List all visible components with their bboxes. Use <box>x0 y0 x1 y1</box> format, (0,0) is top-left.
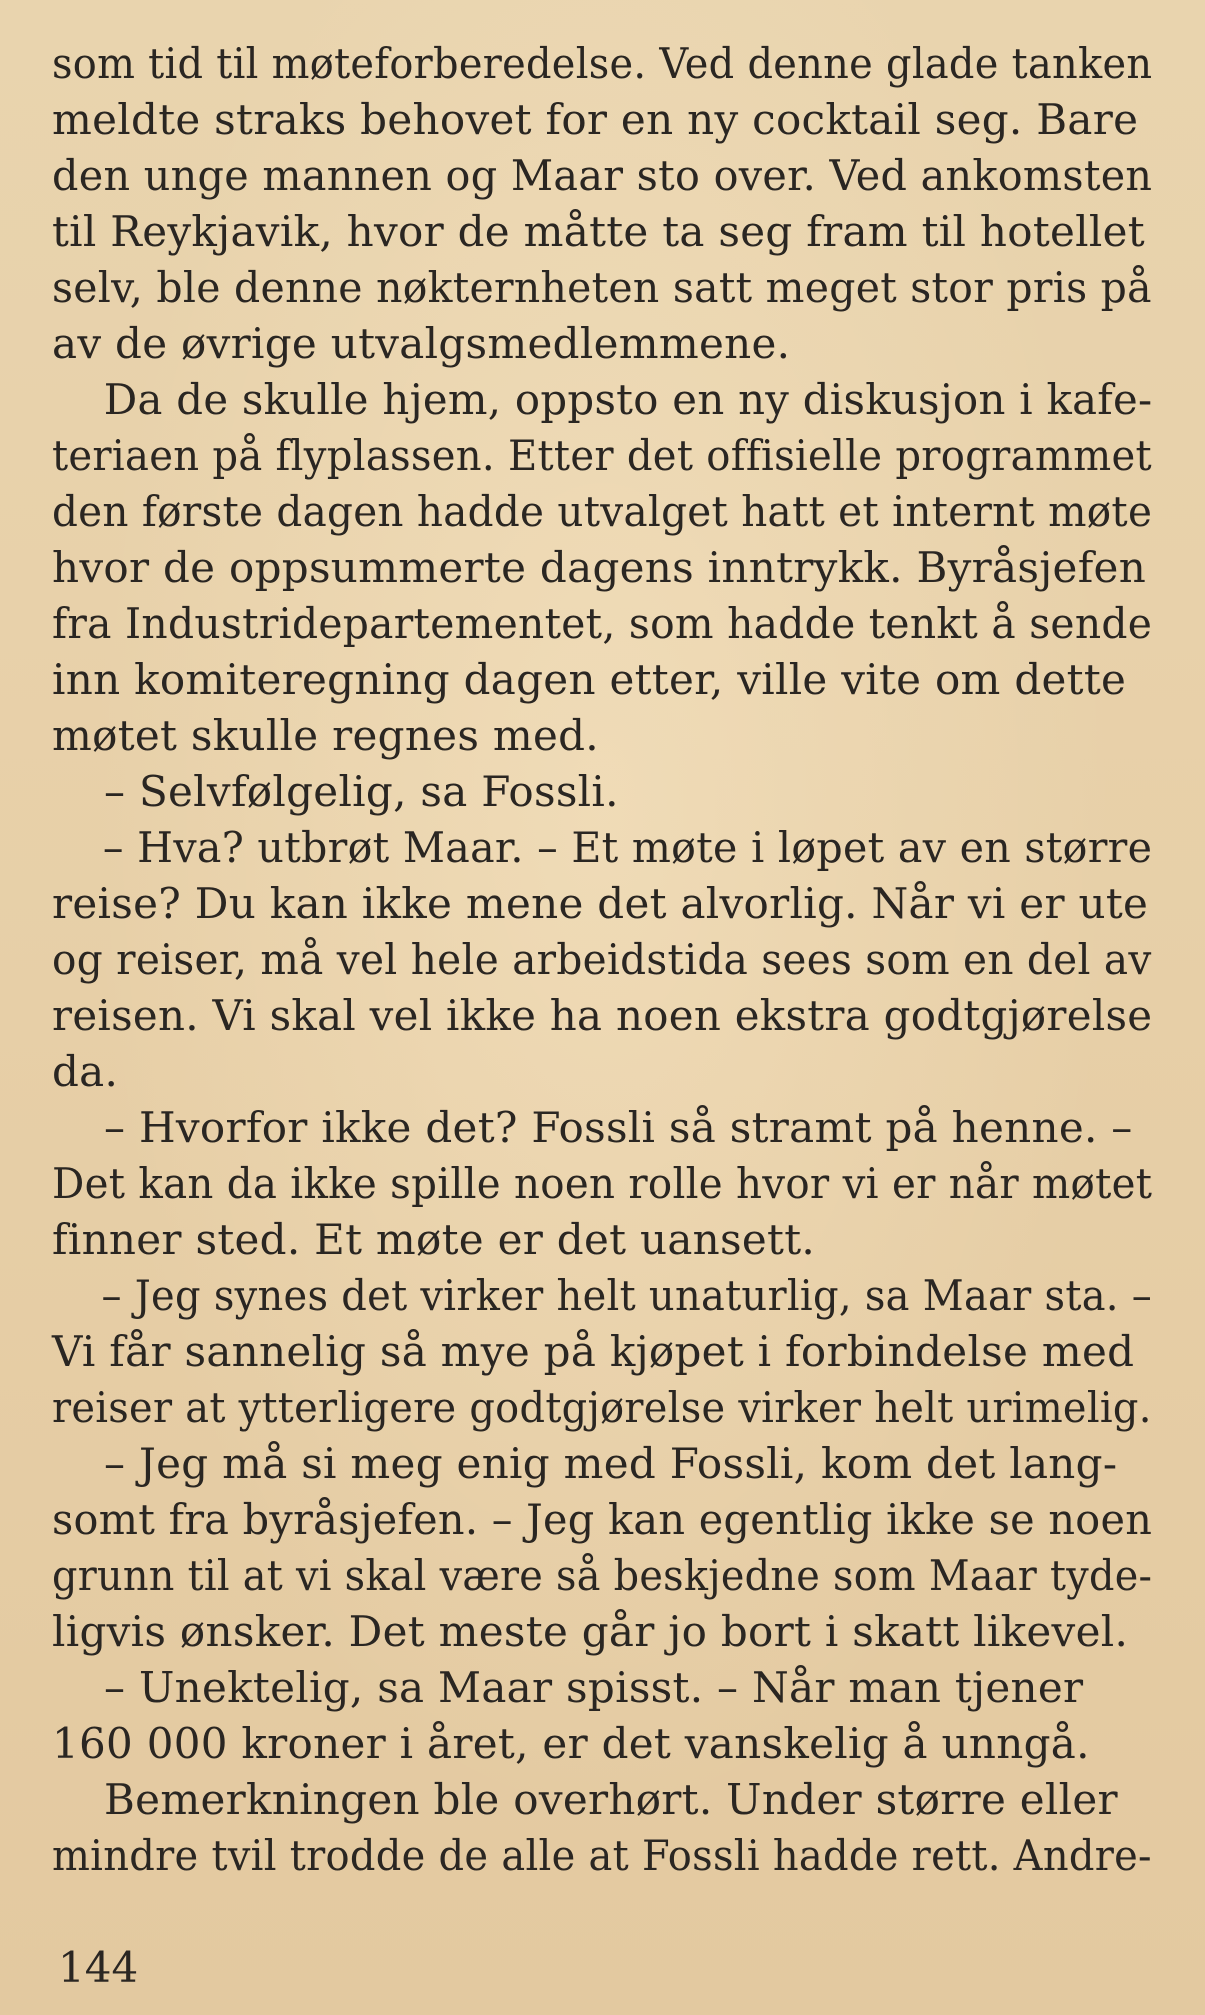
page-number: 144 <box>58 1943 139 1992</box>
text-line: – Jeg må si meg enig med Fossli, kom det lang- <box>104 1439 1118 1488</box>
text-line: – Unektelig, sa Maar spisst. – Når man tjener <box>104 1663 1084 1712</box>
text-line: teriaen på flyplassen. Etter det offisielle programmet <box>52 431 1152 480</box>
text-line: Vi får sannelig så mye på kjøpet i forbindelse med <box>52 1327 1135 1376</box>
text-line: den første dagen hadde utvalget hatt et internt møte <box>52 487 1153 536</box>
text-line: – Hvorfor ikke det? Fossli så stramt på henne. – <box>104 1103 1133 1152</box>
text-line: møtet skulle regnes med. <box>52 711 599 760</box>
text-line: reiser at ytterligere godtgjørelse virker helt urimelig. <box>52 1383 1152 1432</box>
text-line: selv, ble denne nøkternheten satt meget stor pris på <box>52 263 1152 312</box>
text-line: til Reykjavik, hvor de måtte ta seg fram til hotellet <box>52 207 1145 256</box>
text-line: Da de skulle hjem, oppsto en ny diskusjon i kafe- <box>103 375 1153 424</box>
text-line: somt fra byråsjefen. – Jeg kan egentlig ikke se noen <box>52 1495 1153 1544</box>
text-line: grunn til at vi skal være så beskjedne som Maar tyde- <box>52 1551 1153 1600</box>
text-line: og reiser, må vel hele arbeidstida sees som en del av <box>52 935 1152 984</box>
text-line: av de øvrige utvalgsmedlemmene. <box>52 319 791 368</box>
text-line: Bemerkningen ble overhørt. Under større eller <box>104 1775 1118 1824</box>
text-line: reise? Du kan ikke mene det alvorlig. Når vi er ute <box>52 879 1149 928</box>
text-line: den unge mannen og Maar sto over. Ved ankomsten <box>52 151 1153 200</box>
text-line: som tid til møteforberedelse. Ved denne glade tanken <box>52 39 1153 88</box>
text-line: 160 000 kroner i året, er det vanskelig å unngå. <box>52 1719 1090 1768</box>
text-line: inn komiteregning dagen etter, ville vite om dette <box>52 655 1127 704</box>
text-line: da. <box>52 1047 119 1096</box>
text-line: meldte straks behovet for en ny cocktail seg. Bare <box>52 95 1139 144</box>
text-line: mindre tvil trodde de alle at Fossli hadde rett. Andre- <box>52 1831 1152 1880</box>
text-line: reisen. Vi skal vel ikke ha noen ekstra godtgjørelse <box>52 991 1153 1040</box>
body-text <box>52 36 1172 1884</box>
text-line: finner sted. Et møte er det uansett. <box>52 1215 816 1264</box>
text-line: hvor de oppsummerte dagens inntrykk. Byråsjefen <box>52 543 1147 592</box>
text-line: ligvis ønsker. Det meste går jo bort i skatt likevel. <box>52 1607 1129 1656</box>
text-line: fra Industridepartementet, som hadde tenkt å sende <box>52 599 1153 648</box>
text-line: – Selvfølgelig, sa Fossli. <box>104 767 619 816</box>
text-line: – Jeg synes det virker helt unaturlig, sa Maar sta. – <box>101 1271 1153 1320</box>
text-line: Det kan da ikke spille noen rolle hvor vi er når møtet <box>52 1159 1153 1208</box>
text-line: – Hva? utbrøt Maar. – Et møte i løpet av en større <box>102 823 1153 872</box>
